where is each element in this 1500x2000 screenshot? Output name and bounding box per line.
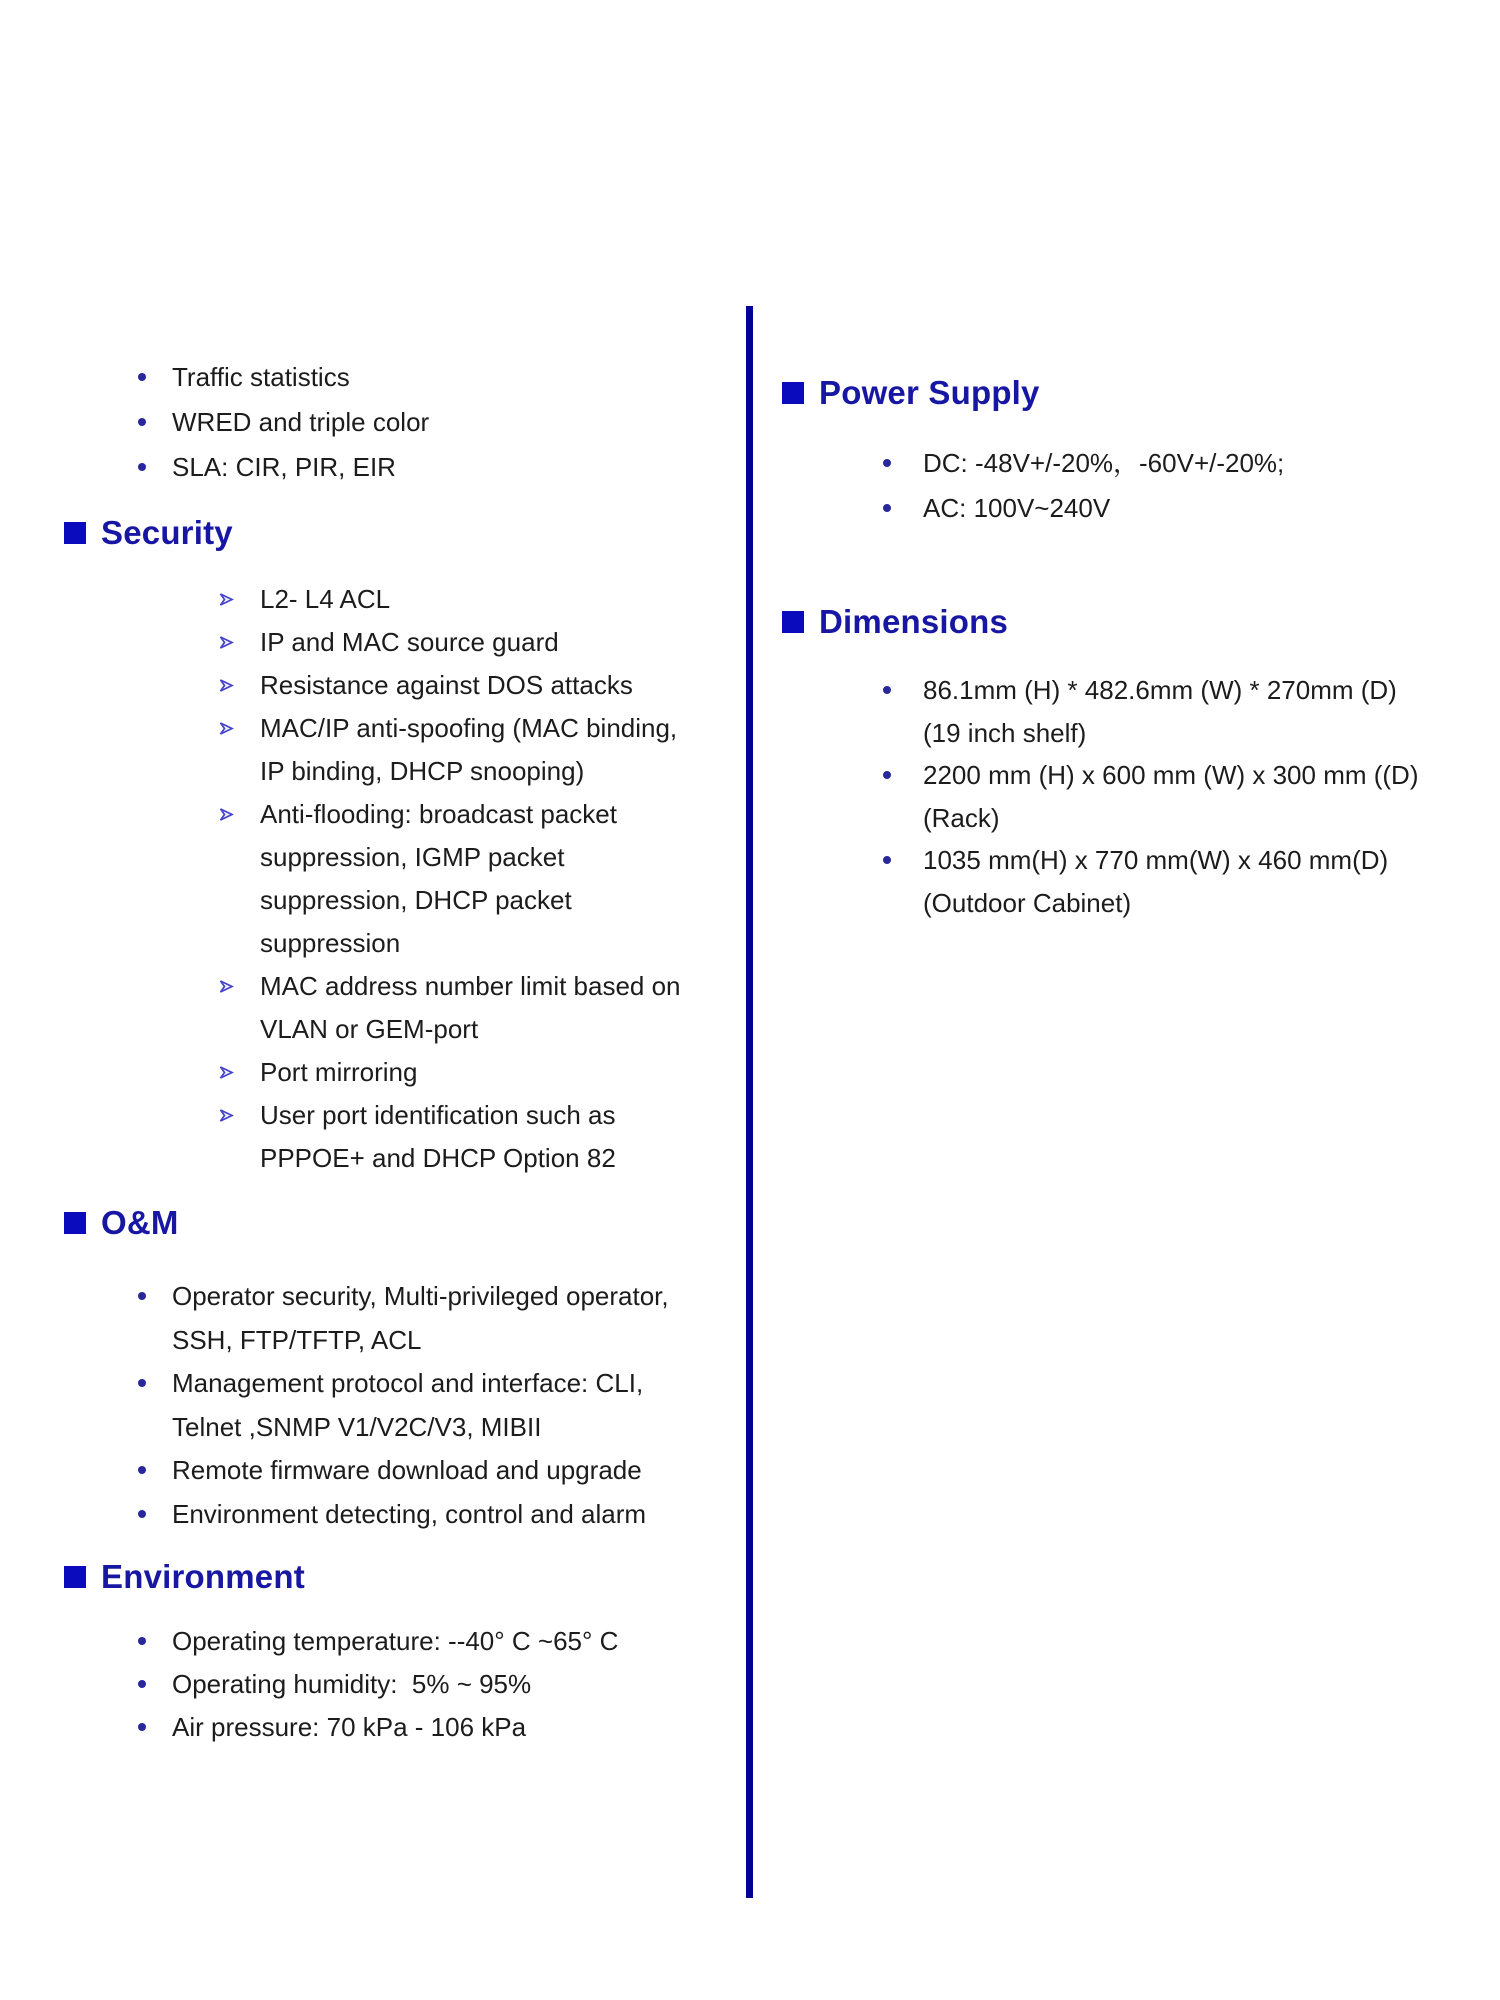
list-line: [260, 1094, 681, 1137]
list-item-text: 1035 mm(H) x 770 mm(W) x 460 mm(D): [923, 845, 1389, 875]
list-line: [172, 1493, 669, 1537]
list-item-text: AC: 100V~240V: [923, 493, 1111, 523]
dot-bullet-icon: [138, 1723, 146, 1731]
section-title: Dimensions: [819, 603, 1009, 640]
dot-bullet-icon: [138, 1466, 146, 1474]
list-line: [923, 712, 1419, 755]
section-title: O&M: [101, 1204, 179, 1241]
dimensions-spec-list: [923, 669, 1419, 924]
arrow-bullet-icon: [219, 979, 234, 994]
list-line: [260, 707, 681, 750]
arrow-bullet-icon: [219, 635, 234, 650]
list-item-text: Operating humidity: 5% ~ 95%: [172, 1669, 532, 1699]
list-line: [172, 355, 429, 400]
arrow-bullet-icon: [219, 721, 234, 736]
list-line: [923, 754, 1419, 797]
arrow-bullet-icon: [219, 807, 234, 822]
column-divider-line: [746, 306, 753, 1898]
list-item-text: Resistance against DOS attacks: [260, 670, 633, 700]
arrow-bullet-icon: [219, 1065, 234, 1080]
dot-bullet-icon: [138, 1680, 146, 1688]
list-item-text: suppression, IGMP packet: [260, 842, 565, 872]
list-item-text: Anti-flooding: broadcast packet: [260, 799, 617, 829]
list-line: [172, 400, 429, 445]
list-line: [172, 1319, 669, 1363]
list-item-text: WRED and triple color: [172, 407, 430, 437]
list-line: [923, 441, 1284, 486]
dot-bullet-icon: [138, 1379, 146, 1387]
list-item-text: MAC address number limit based on: [260, 971, 681, 1001]
list-item-text: suppression, DHCP packet: [260, 885, 572, 915]
arrow-bullet-icon: [219, 592, 234, 607]
section-square-bullet-icon: [782, 611, 804, 633]
list-item-text: suppression: [260, 928, 401, 958]
list-item-text: Telnet ,SNMP V1/V2C/V3, MIBII: [172, 1411, 542, 1442]
arrow-bullet-icon: [219, 1108, 234, 1123]
section-heading-om: [64, 1201, 179, 1245]
dot-bullet-icon: [883, 504, 891, 512]
list-item-text: (Rack): [923, 802, 1000, 833]
list-item-text: Port mirroring: [260, 1057, 418, 1087]
list-line: [260, 664, 681, 707]
power-supply-spec-list: [923, 441, 1284, 531]
section-square-bullet-icon: [64, 522, 86, 544]
list-item-text: (19 inch shelf): [923, 717, 1087, 748]
list-item-text: L2- L4 ACL: [260, 584, 391, 614]
list-line: [260, 793, 681, 836]
list-line: [260, 578, 681, 621]
list-item-text: 86.1mm (H) * 482.6mm (W) * 270mm (D): [923, 675, 1397, 705]
list-item-text: User port identification such as: [260, 1100, 616, 1130]
list-item-text: 2200 mm (H) x 600 mm (W) x 300 mm ((D): [923, 760, 1419, 790]
dot-bullet-icon: [138, 463, 146, 471]
section-heading-security: [64, 511, 233, 555]
list-line: [172, 1449, 669, 1493]
list-line: [260, 1137, 681, 1180]
om-feature-list: [172, 1275, 669, 1536]
list-line: [923, 839, 1419, 882]
list-line: [923, 669, 1419, 712]
section-title: Power Supply: [819, 374, 1040, 411]
dot-bullet-icon: [138, 373, 146, 381]
list-line: [923, 486, 1284, 531]
dot-bullet-icon: [883, 771, 891, 779]
list-line: [260, 922, 681, 965]
list-line: [172, 1362, 669, 1406]
list-line: [172, 1406, 669, 1450]
list-line: [172, 1706, 618, 1749]
list-item-text: PPPOE+ and DHCP Option 82: [260, 1143, 616, 1173]
section-square-bullet-icon: [64, 1212, 86, 1234]
list-line: [260, 750, 681, 793]
section-heading-environment: [64, 1555, 305, 1599]
dot-bullet-icon: [138, 1637, 146, 1645]
list-item-text: IP binding, DHCP snooping): [260, 756, 585, 786]
security-feature-list: [260, 578, 681, 1180]
list-line: [172, 1275, 669, 1319]
section-square-bullet-icon: [782, 382, 804, 404]
list-line: [260, 621, 681, 664]
list-line: [172, 1663, 618, 1706]
list-item-text: Environment detecting, control and alarm: [172, 1498, 647, 1529]
list-line: [923, 882, 1419, 925]
list-item-text: Operating temperature: --40° C ~65° C: [172, 1626, 619, 1656]
section-title: Environment: [101, 1558, 305, 1595]
environment-spec-list: [172, 1620, 618, 1749]
list-item-text: Remote firmware download and upgrade: [172, 1455, 642, 1485]
list-item-text: SSH, FTP/TFTP, ACL: [172, 1324, 422, 1355]
dot-bullet-icon: [883, 856, 891, 864]
dot-bullet-icon: [138, 418, 146, 426]
list-item-text: Operator security, Multi-privileged operator,: [172, 1281, 669, 1311]
section-heading-dimensions: [782, 600, 1008, 644]
list-item-text: VLAN or GEM-port: [260, 1014, 479, 1044]
list-line: [923, 797, 1419, 840]
dot-bullet-icon: [883, 686, 891, 694]
list-line: [260, 965, 681, 1008]
dot-bullet-icon: [138, 1292, 146, 1300]
list-item-text: IP and MAC source guard: [260, 627, 559, 657]
qos-feature-list: [172, 355, 429, 490]
section-title: Security: [101, 514, 233, 551]
section-heading-power-supply: [782, 371, 1040, 415]
dot-bullet-icon: [883, 459, 891, 467]
list-line: [260, 1051, 681, 1094]
list-item-text: DC: -48V+/-20%，-60V+/-20%;: [923, 448, 1285, 478]
list-item-text: SLA: CIR, PIR, EIR: [172, 452, 396, 482]
list-line: [172, 445, 429, 490]
list-line: [260, 879, 681, 922]
section-square-bullet-icon: [64, 1566, 86, 1588]
list-line: [260, 1008, 681, 1051]
list-item-text: Air pressure: 70 kPa - 106 kPa: [172, 1712, 527, 1742]
list-line: [260, 836, 681, 879]
list-line: [172, 1620, 618, 1663]
dot-bullet-icon: [138, 1510, 146, 1518]
list-item-text: Traffic statistics: [172, 362, 350, 392]
arrow-bullet-icon: [219, 678, 234, 693]
list-item-text: (Outdoor Cabinet): [923, 887, 1132, 918]
list-item-text: Management protocol and interface: CLI,: [172, 1368, 644, 1398]
list-item-text: MAC/IP anti-spoofing (MAC binding,: [260, 713, 678, 743]
